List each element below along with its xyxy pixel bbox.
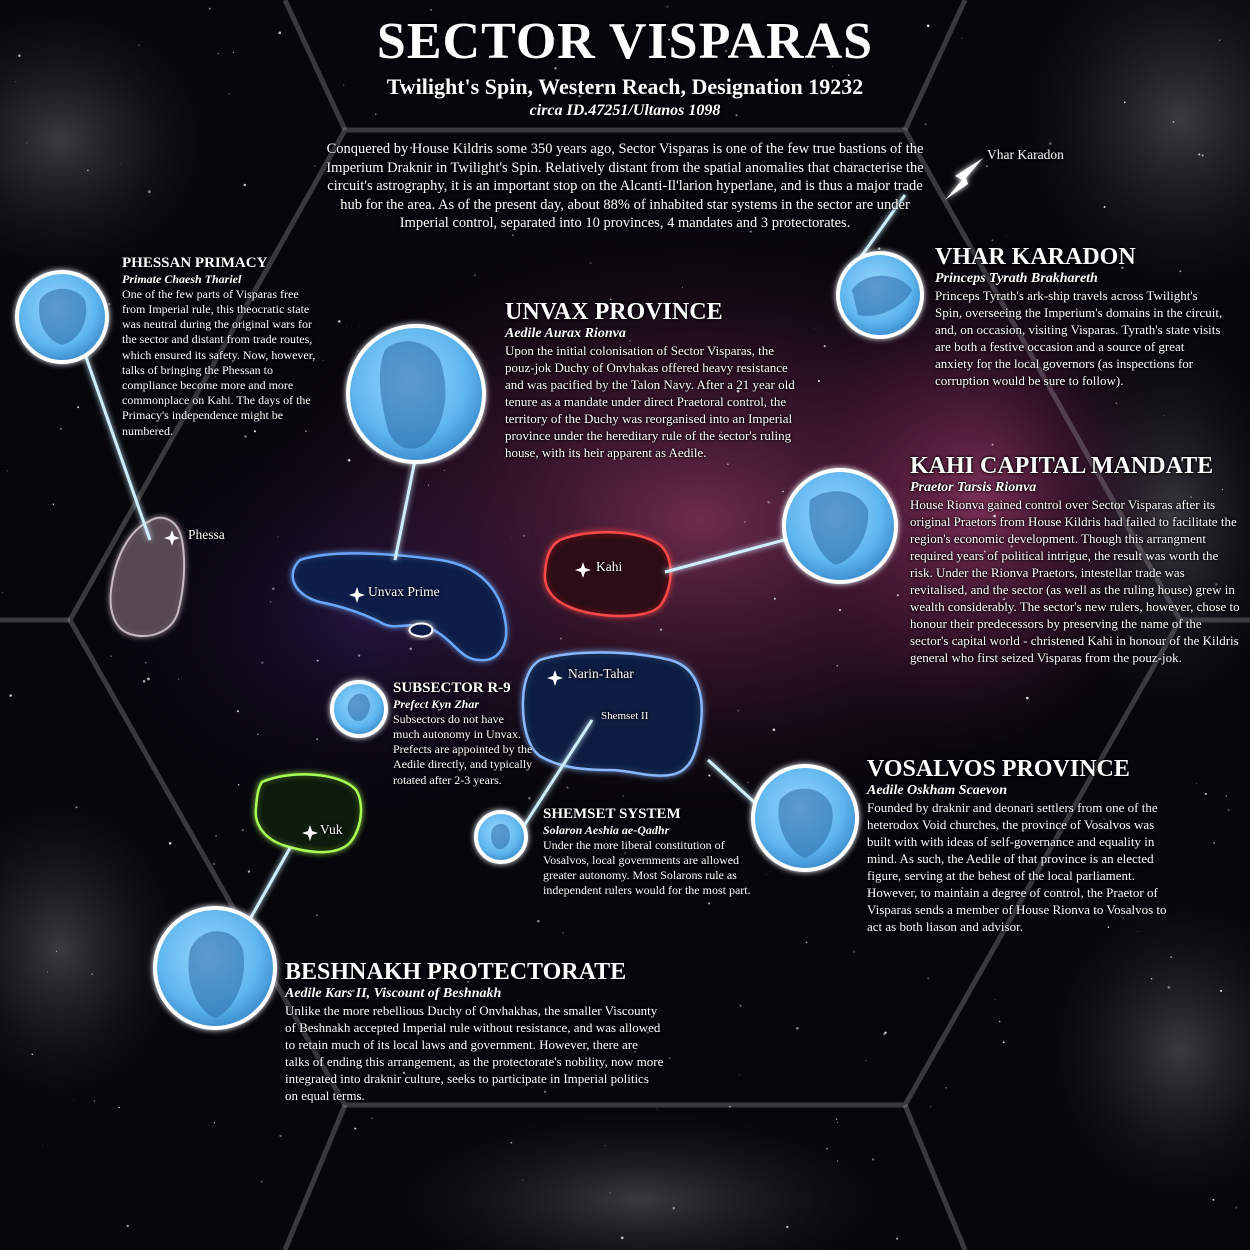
background-star [747, 782, 749, 784]
background-star [213, 863, 216, 866]
section-shemset [543, 807, 758, 899]
background-star [272, 587, 275, 590]
background-star [621, 1237, 624, 1240]
background-star [237, 710, 239, 712]
background-star [32, 279, 34, 281]
section-kahi [910, 454, 1240, 666]
label-phessa[interactable]: Phessa [188, 527, 225, 542]
background-star [110, 655, 112, 657]
section-heading: SHEMSET SYSTEM [543, 806, 681, 822]
section-beshnakh [285, 960, 665, 1104]
background-star [75, 806, 77, 808]
background-star [359, 326, 360, 327]
section-ruler: Primate Chaesh Thariel [122, 271, 242, 286]
background-star [511, 537, 512, 538]
background-star [522, 1179, 524, 1181]
background-star [1026, 697, 1029, 700]
background-star [428, 485, 429, 486]
section-heading: VHAR KARADON [935, 244, 1136, 270]
background-star [109, 303, 111, 305]
background-star [774, 598, 776, 600]
background-star [238, 784, 240, 786]
background-star [897, 594, 899, 596]
background-star [53, 504, 54, 505]
background-star [666, 6, 668, 8]
background-star [1167, 986, 1170, 989]
background-star [1227, 809, 1229, 811]
background-star [826, 1148, 828, 1150]
section-subsector-r9 [393, 681, 533, 788]
background-star [991, 239, 993, 241]
background-star [1173, 121, 1175, 123]
background-star [147, 678, 150, 681]
background-star [248, 870, 250, 872]
background-star [2, 592, 4, 594]
background-star [261, 1181, 263, 1183]
background-star [94, 1101, 95, 1102]
background-star [865, 1060, 866, 1061]
background-star [354, 1128, 356, 1130]
background-star [1205, 793, 1207, 795]
background-star [346, 326, 347, 327]
background-star [60, 428, 62, 430]
section-phessan [122, 256, 322, 439]
background-star [209, 8, 211, 10]
background-star [853, 950, 856, 953]
background-star [474, 274, 476, 276]
background-star [1196, 783, 1197, 784]
background-star [837, 1122, 838, 1123]
background-star [656, 1108, 657, 1109]
label-vhar-karadon: Vhar Karadon [987, 147, 1064, 162]
background-star [32, 1054, 34, 1056]
background-star [1220, 990, 1222, 992]
background-star [169, 842, 172, 845]
background-star [708, 774, 710, 776]
section-body: One of the few parts of Visparas free from Imperial rule, this theocratic state was neutral during the original wars for the sector and distant from trade routes, which ensured its safety. Now, however, talks of bringing the Phessan to compliance become more and more commonplace on Kahi. The days of the Primacy's independence might be numbered. [122, 286, 316, 438]
background-star [927, 977, 929, 979]
background-star [1170, 956, 1172, 958]
background-star [739, 1074, 740, 1075]
background-star [143, 680, 146, 683]
background-star [409, 648, 411, 650]
background-star [796, 1027, 799, 1030]
background-star [872, 1158, 874, 1160]
background-star [357, 350, 359, 352]
background-star [839, 609, 841, 611]
background-star [773, 728, 776, 731]
intro-text: Conquered by House Kildris some 350 years ago, Sector Visparas is one of the few true bastions of the Imperium Draknir in Twilight's Spin. Relatively distant from the spatial anomalies that characterise the circuit's astrography, it is an important stop on the Alcanti-Il'larion hyperlane, and is thus a major trade hub for the area. As of the present day, about 88% of inhabited star systems in the sector are under Imperial control, separated into 10 provinces, 4 mandates and 3 protectorates. [326, 141, 924, 231]
background-star [1115, 402, 1117, 404]
section-ruler: Aedile Oskham Scaevon [867, 783, 1007, 799]
background-star [590, 262, 592, 264]
section-ruler: Prefect Kyn Zhar [393, 696, 479, 711]
background-star [87, 170, 88, 171]
background-star [77, 406, 79, 408]
background-star [42, 1145, 43, 1146]
background-star [1235, 1206, 1238, 1209]
background-star [358, 654, 360, 656]
background-star [242, 829, 244, 831]
background-star [1225, 795, 1227, 797]
background-star [278, 536, 279, 537]
section-unvax [505, 300, 805, 461]
background-star [740, 1005, 742, 1007]
background-star [118, 1107, 119, 1108]
unvax-exclave[interactable] [409, 624, 432, 637]
background-star [660, 629, 662, 631]
background-star [148, 190, 151, 193]
label-kahi[interactable]: Kahi [596, 559, 623, 574]
background-star [605, 1145, 606, 1146]
background-star [512, 234, 513, 235]
background-star [609, 1192, 610, 1193]
background-star [737, 710, 739, 712]
section-ruler: Princeps Tyrath Brakhareth [935, 271, 1098, 287]
background-star [836, 1118, 837, 1119]
section-ruler: Praetor Tarsis Rionva [910, 480, 1037, 496]
background-star [178, 678, 179, 679]
background-star [430, 9, 432, 11]
background-star [992, 444, 994, 446]
background-star [727, 463, 729, 465]
background-star [91, 973, 93, 975]
background-star [314, 165, 316, 167]
section-ruler: Aedile Aurax Rionva [505, 326, 626, 342]
background-star [528, 797, 530, 799]
background-star [814, 328, 815, 329]
background-star [884, 1032, 886, 1034]
background-star [1164, 415, 1165, 416]
background-star [1003, 1041, 1005, 1043]
background-star [316, 915, 317, 916]
background-star [371, 1117, 373, 1119]
background-star [316, 738, 318, 740]
background-star [896, 1237, 898, 1239]
background-star [1202, 155, 1204, 157]
background-star [806, 941, 808, 943]
background-star [673, 1207, 676, 1210]
label-shemset[interactable]: Shemset II [601, 710, 649, 722]
page-date: circa ID.47251/Ultanos 1098 [529, 102, 721, 119]
background-star [999, 1021, 1001, 1023]
label-narin-tahar[interactable]: Narin-Tahar [568, 666, 634, 681]
background-star [1006, 236, 1007, 237]
section-heading: KAHI CAPITAL MANDATE [910, 453, 1214, 479]
background-star [1213, 842, 1215, 844]
page-subtitle: Twilight's Spin, Western Reach, Designation 19232 [386, 74, 864, 99]
background-star [995, 999, 996, 1000]
background-star [878, 247, 880, 249]
background-star [523, 535, 525, 537]
section-body: Upon the initial colonisation of Sector Visparas, the pouz-jok Duchy of Onvhakas offered heavy resistance and was pacified by the Talon Navy. After a 21 year old tenure as a mandate under direct Praetoral control, the territory of the Duchy was reorganised into an Imperial province under the hereditary rule of the sector's ruling house, with its heir apparent as Aedile. [505, 343, 795, 461]
background-star [323, 360, 324, 361]
background-star [945, 1087, 946, 1088]
background-star [669, 1057, 671, 1059]
section-body: Princeps Tyrath's ark-ship travels across Twilight's Spin, overseeing the Imperium's domains in the circuit, and, on occasion, visiting Visparas. Tyrath's state visits are both a festive occasion and a source of great anxiety for the local governors (as inspections for corruption would be sure to follow). [935, 288, 1223, 389]
background-star [818, 380, 820, 382]
background-star [766, 874, 767, 875]
background-star [56, 951, 57, 952]
background-star [528, 533, 529, 534]
background-star [257, 734, 258, 735]
background-star [837, 1160, 839, 1162]
background-star [824, 345, 826, 347]
background-star [510, 1142, 512, 1144]
background-star [682, 287, 683, 288]
section-heading: PHESSAN PRIMACY [122, 255, 268, 271]
background-star [270, 601, 271, 602]
section-body: House Rionva gained control over Sector Visparas after its original Praetors from House Kildris had failed to facilitate the region's economic development. Though this arrangment required years of political intrigue, the result was worth the risk. Under the Rionva Praetors, intestellar trade was revitalised, and the sector (as well as the ruling house) grew in wealth considerably. The sector's new rulers, however, chose to honour their predecessors by preserving the name of the sector's capital world - christened Kahi in honour of the Kildris general who first seized Visparas from the pouz-jok. [910, 497, 1240, 666]
background-star [121, 163, 122, 164]
background-star [244, 184, 246, 186]
section-ruler: Solaron Aeshia ae-Qadhr [543, 822, 670, 837]
label-unvax-prime[interactable]: Unvax Prime [368, 584, 440, 599]
background-star [261, 661, 264, 664]
background-star [767, 501, 770, 504]
section-heading: BESHNAKH PROTECTORATE [285, 959, 627, 985]
section-heading: SUBSECTOR R-9 [393, 680, 511, 696]
background-star [145, 662, 147, 664]
background-star [566, 787, 568, 789]
background-star [1198, 153, 1200, 155]
background-star [562, 932, 564, 934]
background-star [622, 795, 624, 797]
background-star [782, 491, 784, 493]
section-body: Under the more liberal constitution of Vosalvos, local governments are allowed greater autonomy. Most Solarons rule as independent rulers would for the most part. [543, 837, 751, 898]
section-vosalvos [867, 757, 1177, 935]
background-star [7, 470, 8, 471]
background-star [214, 1122, 215, 1123]
background-star [215, 835, 217, 837]
label-vuk[interactable]: Vuk [320, 822, 343, 837]
section-ruler: Aedile Kars II, Viscount of Beshnakh [285, 986, 502, 1002]
background-star [73, 1099, 74, 1100]
background-star [26, 143, 27, 144]
section-vhar-karadon [935, 245, 1225, 389]
vuk-region[interactable] [256, 774, 361, 852]
section-heading: VOSALVOS PROVINCE [867, 756, 1130, 782]
section-heading: UNVAX PROVINCE [505, 299, 723, 325]
section-body: Subsectors do not have much autonomy in Unvax. Prefects are appointed by the Aedile directly, and typically rotated after 2-3 years. [393, 711, 533, 787]
background-star [537, 920, 539, 922]
page-title: SECTOR VISPARAS [376, 13, 874, 70]
background-star [279, 1135, 281, 1137]
background-star [127, 1225, 129, 1227]
background-star [1212, 1199, 1214, 1201]
background-star [930, 1106, 932, 1108]
background-star [1049, 142, 1052, 145]
background-star [560, 638, 562, 640]
background-star [1104, 206, 1106, 208]
background-star [708, 902, 710, 904]
background-star [836, 665, 838, 667]
background-star [338, 320, 341, 323]
background-star [348, 459, 351, 462]
section-body: Unlike the more rebellious Duchy of Onvhakhas, the smaller Viscounty of Beshnakh accepted Imperial rule without resistance, and was allowed to retain much of its local laws and government. However, there are talks of ending this arrangement, as the protectorate's nobility, now more integrated into draknir culture, seeks to participate in Imperial politics on equal terms. [285, 1003, 664, 1104]
background-star [925, 123, 927, 125]
background-star [317, 660, 319, 662]
section-body: Founded by draknir and deonari settlers from one of the heterodox Void churches, the province of Vosalvos was built with with ideas of self-governance and equality in mind. As such, the Aedile of that province is an elected figure, serving at the behest of the local parliament. However, to maintain a degree of control, the Praetor of Visparas sends a member of House Rionva to Vosalvos to act as both liason and advisor. [867, 800, 1167, 935]
background-star [1151, 978, 1152, 979]
background-star [9, 694, 12, 697]
background-star [744, 521, 746, 523]
background-star [47, 972, 48, 973]
background-star [444, 470, 445, 471]
background-star [786, 1226, 788, 1228]
background-star [986, 165, 988, 167]
